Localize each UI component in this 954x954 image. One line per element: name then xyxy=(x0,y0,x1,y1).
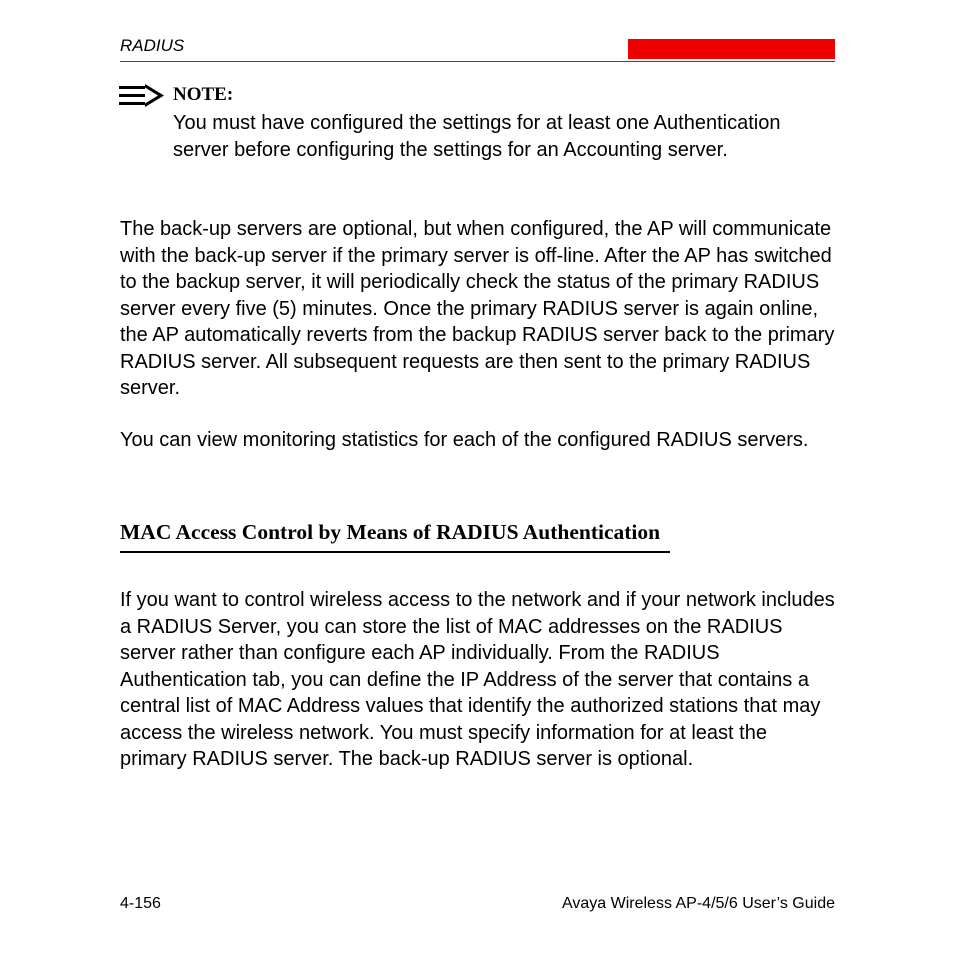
heading-underline xyxy=(120,551,670,553)
book-title: Avaya Wireless AP-4/5/6 User’s Guide xyxy=(561,895,835,912)
paragraph-mac-access: If you want to control wireless access to the network and if your network includes a RADIUS Server, you can store the list of MAC addresses on the RADIUS server rather than configure each AP individually. From the RADIUS Authentication tab, you can define the IP Address of the server that contains a central list of MAC Address values that identify the authorized stations that may access the wireless network. You must specify information for at least the primary RADIUS server. The back-up RADIUS server is optional. xyxy=(120,589,835,770)
paragraph-monitoring: You can view monitoring statistics for each of the configured RADIUS servers. xyxy=(120,429,809,451)
header-accent-bar xyxy=(628,39,835,59)
page-number: 4-156 xyxy=(120,895,161,912)
section-heading: MAC Access Control by Means of RADIUS Authentication xyxy=(120,520,661,544)
running-header-title: RADIUS xyxy=(120,36,185,55)
note-label: NOTE: xyxy=(173,84,234,105)
header-rule xyxy=(120,61,835,62)
note-text: You must have configured the settings for at least one Authentication server before configuring the settings for an Accounting server. xyxy=(173,112,781,161)
arrow-note-icon xyxy=(118,84,166,108)
paragraph-backup-servers: The back-up servers are optional, but when configured, the AP will communicate with the back-up server if the primary server is off-line. After the AP has switched to the backup server, it will periodically check the status of the primary RADIUS server every five (5) minutes. Once the primary RADIUS server is again online, the AP automatically reverts from the backup RADIUS server back to the primary RADIUS server. All subsequent requests are then sent to the primary RADIUS server. xyxy=(120,218,835,399)
